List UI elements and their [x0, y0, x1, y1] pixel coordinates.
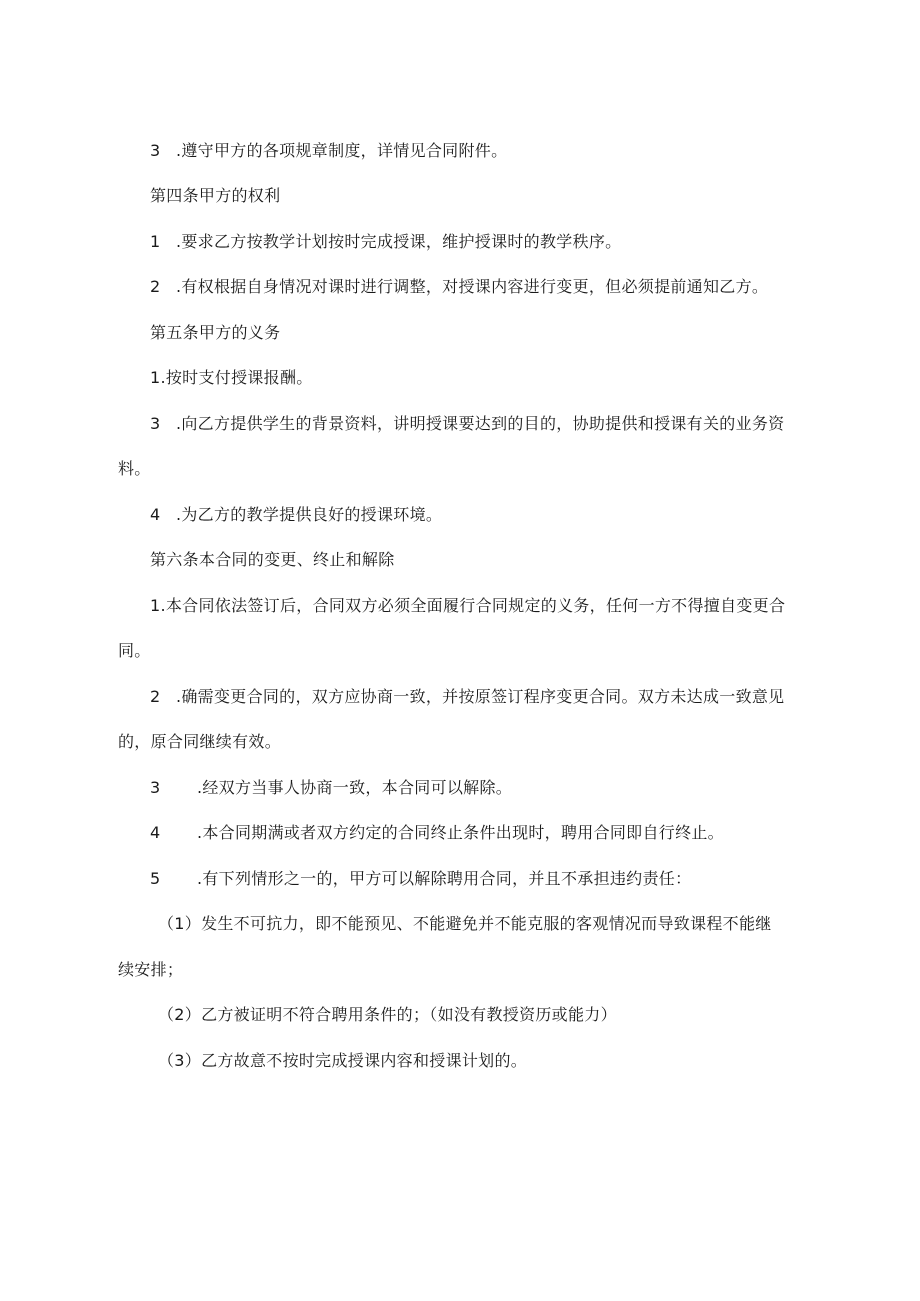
line-text: 同。 — [118, 641, 151, 660]
clause-5-1-line — [150, 368, 313, 388]
sub-item-1-continuation — [118, 960, 183, 980]
line-text: 第四条甲方的权利 — [150, 186, 281, 205]
line-text: .有权根据自身情况对课时进行调整，对授课内容进行变更，但必须提前通知乙方。 — [176, 277, 769, 296]
line-text: （3）乙方故意不按时完成授课内容和授课计划的。 — [158, 1051, 528, 1070]
clause-5-3-continuation — [118, 459, 151, 479]
item-number: 2 — [150, 687, 161, 706]
sub-item-1-line — [158, 914, 772, 934]
item-number: 4 — [150, 505, 161, 524]
clause-6-4-line — [150, 823, 724, 843]
line-text: .本合同期满或者双方约定的合同终止条件出现时，聘用合同即自行终止。 — [197, 823, 724, 842]
clause-6-2-continuation — [118, 732, 281, 752]
line-text: 料。 — [118, 459, 151, 478]
line-text: .向乙方提供学生的背景资料，讲明授课要达到的目的，协助提供和授课有关的业务资 — [176, 414, 785, 433]
item-number: 5 — [150, 869, 161, 888]
line-text: .确需变更合同的，双方应协商一致，并按原签订程序变更合同。双方未达成一致意见 — [176, 687, 785, 706]
line-text: .有下列情形之一的，甲方可以解除聘用合同，并且不承担违约责任： — [197, 869, 692, 888]
item-number: 3 — [150, 141, 161, 160]
sub-item-2-line — [158, 1005, 617, 1025]
line-text: 1.按时支付授课报酬。 — [150, 368, 313, 387]
item-number: 2 — [150, 277, 161, 296]
item-number: 1 — [150, 232, 161, 251]
line-text: 的，原合同继续有效。 — [118, 732, 282, 751]
clause-4-2-line — [150, 277, 768, 297]
line-text: .要求乙方按教学计划按时完成授课，维护授课时的教学秩序。 — [176, 232, 622, 251]
clause-6-5-line — [150, 869, 691, 889]
clause-6-3-line — [150, 778, 512, 798]
clause-6-2-line — [150, 687, 785, 707]
line-text: 续安排； — [118, 960, 184, 979]
line-text: .为乙方的教学提供良好的授课环境。 — [176, 505, 443, 524]
item-number: 4 — [150, 823, 161, 842]
line-text: .经双方当事人协商一致，本合同可以解除。 — [197, 778, 513, 797]
line-text: 1.本合同依法签订后，合同双方必须全面履行合同规定的义务，任何一方不得擅自变更合 — [150, 596, 786, 615]
item-number: 3 — [150, 414, 161, 433]
line-text: 第五条甲方的义务 — [150, 323, 281, 342]
line-text: 第六条本合同的变更、终止和解除 — [150, 550, 395, 569]
line-text: .遵守甲方的各项规章制度，详情见合同附件。 — [176, 141, 508, 160]
clause-5-3-line — [150, 414, 785, 434]
section-heading-article-5 — [150, 323, 280, 343]
section-heading-article-4 — [150, 186, 280, 206]
clause-6-1-line — [150, 596, 785, 616]
sub-item-3-line — [158, 1051, 527, 1071]
clause-3-3-line — [150, 141, 507, 161]
clause-4-1-line — [150, 232, 622, 252]
clause-5-4-line — [150, 505, 442, 525]
line-text: （1）发生不可抗力，即不能预见、不能避免并不能克服的客观情况而导致课程不能继 — [158, 914, 772, 933]
clause-6-1-continuation — [118, 641, 151, 661]
line-text: （2）乙方被证明不符合聘用条件的；（如没有教授资历或能力） — [158, 1005, 617, 1024]
section-heading-article-6 — [150, 550, 395, 570]
item-number: 3 — [150, 778, 161, 797]
